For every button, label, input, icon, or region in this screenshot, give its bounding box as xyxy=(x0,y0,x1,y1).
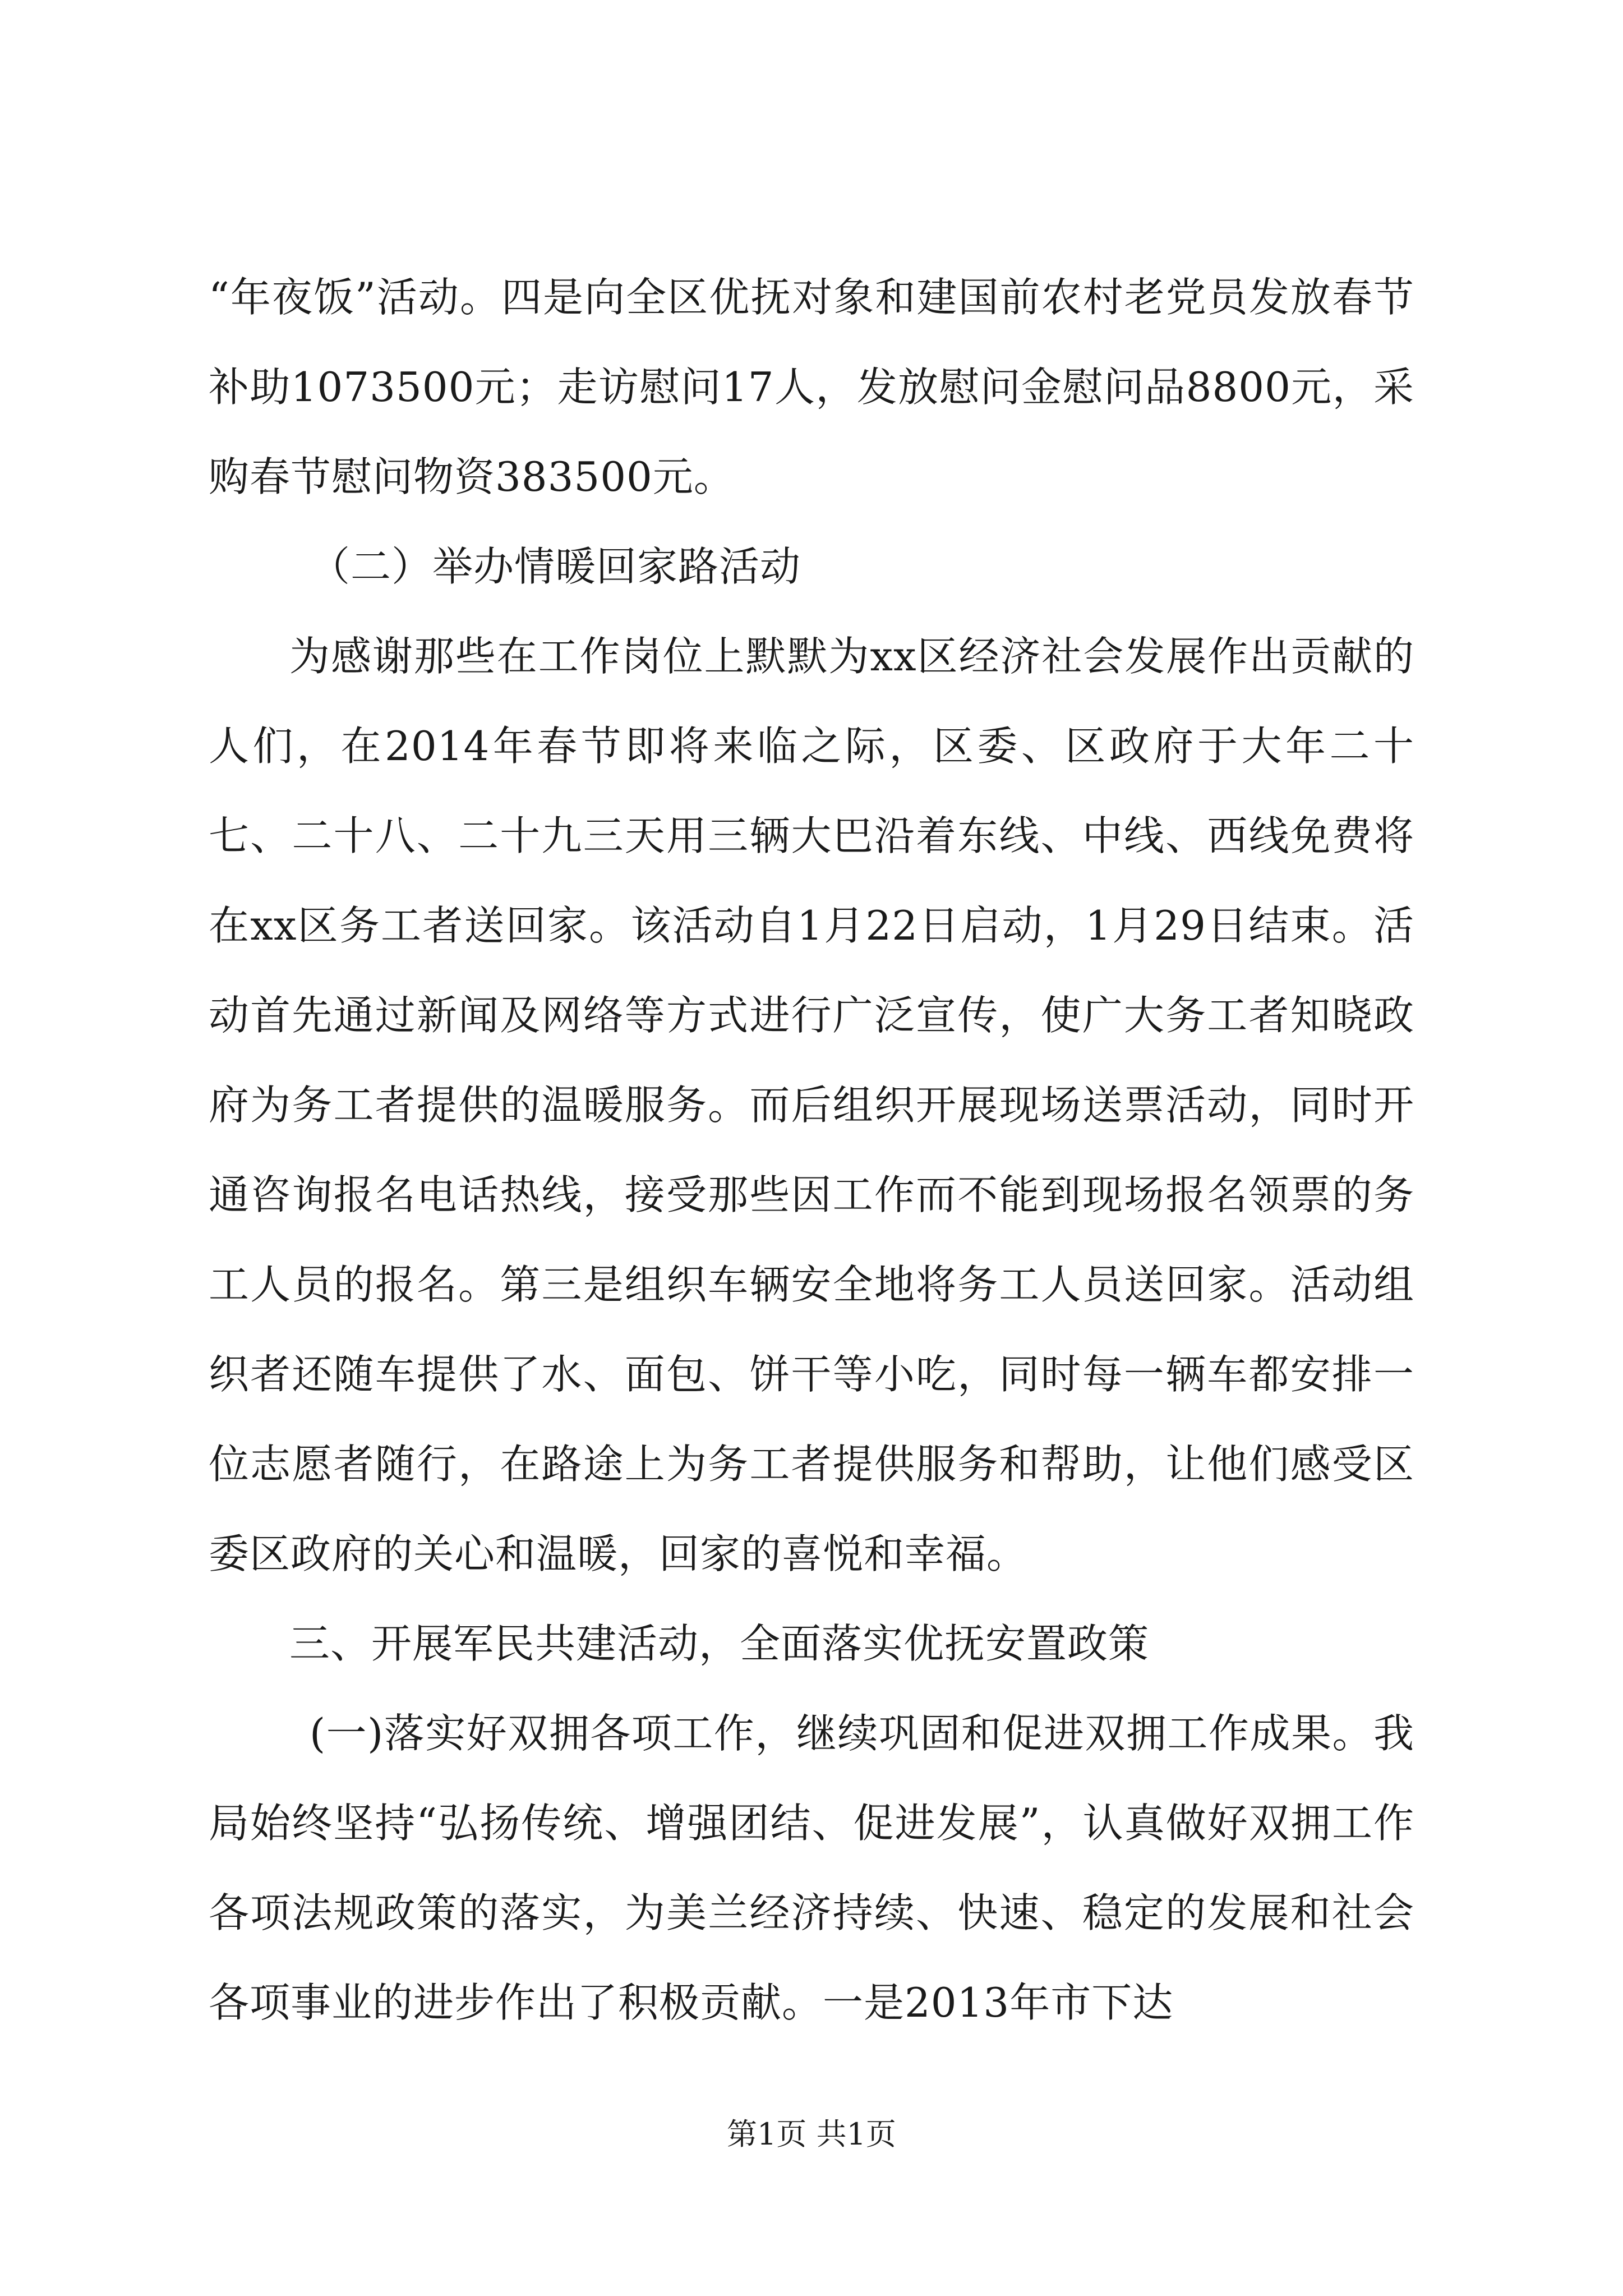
document-body xyxy=(209,252,1414,2047)
page-footer: 第1页 共1页 xyxy=(727,2116,896,2152)
paragraph-homecoming-activity: 为感谢那些在工作岗位上默默为xx区经济社会发展作出贡献的人们，在2014年春节即将来临之际，区委、区政府于大年二十七、二十八、二十九三天用三辆大巴沿着东线、中线、西线免费将在xx区务工者送回家。该活动自1月22日启动，1月29日结束。活动首先通过新闻及网络等方式进行广泛宣传，使广大务工者知晓政府为务工者提供的温暖服务。而后组织开展现场送票活动，同时开通咨询报名电话热线，接受那些因工作而不能到现场报名领票的务工人员的报名。第三是组织车辆安全地将务工人员送回家。活动组织者还随车提供了水、面包、饼干等小吃，同时每一辆车都安排一位志愿者随行，在路途上为务工者提供服务和帮助，让他们感受区委区政府的关心和温暖，回家的喜悦和幸福。 xyxy=(209,633,1414,1577)
section-heading-3: 三、开展军民共建活动，全面落实优抚安置政策 xyxy=(289,1620,1150,1667)
section-heading-2: （二）举办情暖回家路活动 xyxy=(310,543,801,590)
paragraph-double-support: (一)落实好双拥各项工作，继续巩固和促进双拥工作成果。我局始终坚持“弘扬传统、增强团结、促进发展”，认真做好双拥工作各项法规政策的落实，为美兰经济持续、快速、稳定的发展和社会各项事业的进步作出了积极贡献。一是2013年市下达 xyxy=(209,1710,1414,2026)
paragraph-continuation: “年夜饭”活动。四是向全区优抚对象和建国前农村老党员发放春节补助1073500元；走访慰问17人，发放慰问金慰问品8800元，采购春节慰问物资383500元。 xyxy=(209,274,1414,500)
